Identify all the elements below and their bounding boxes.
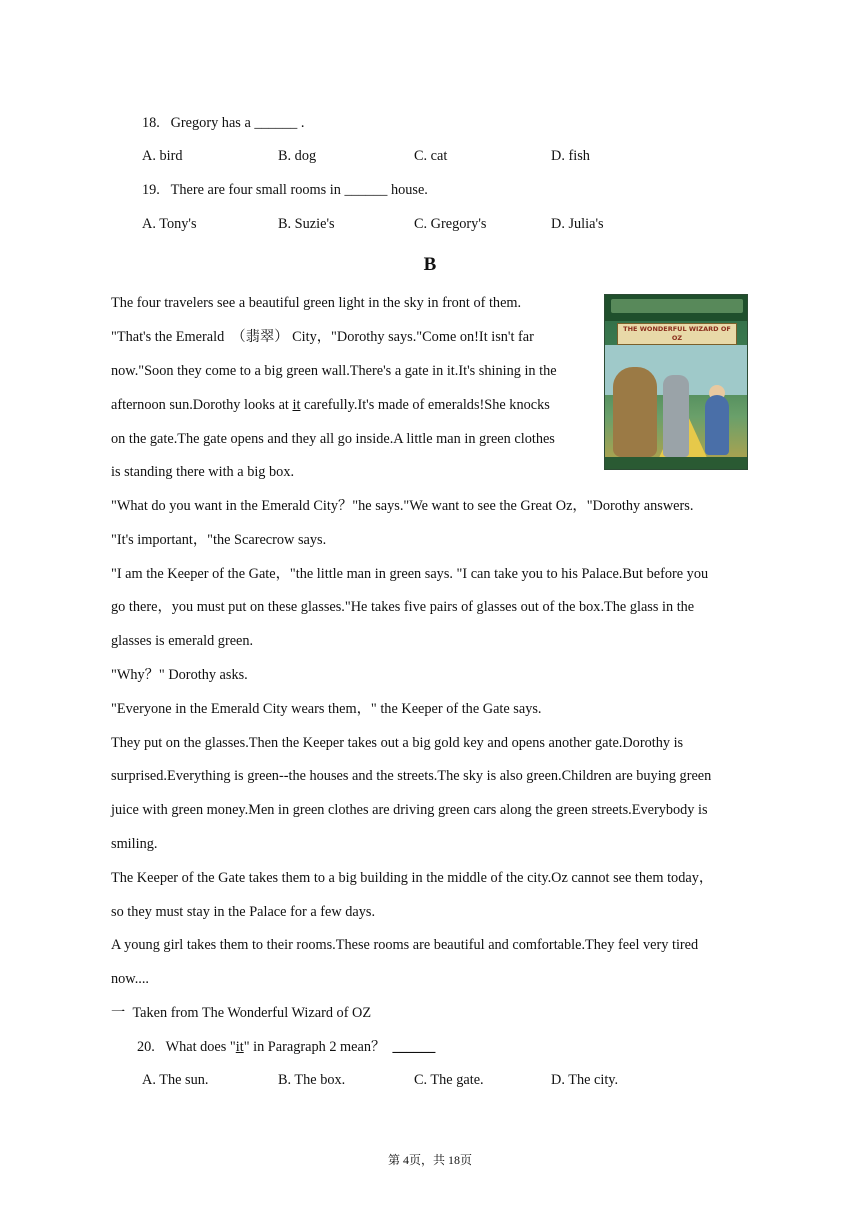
page-footer: 第 4页，共 18页 bbox=[387, 1153, 472, 1167]
passage-line: "What do you want in the Emerald City？"he says."We want to see the Great Oz，"Dorothy answers. bbox=[111, 498, 694, 514]
q18-option-d: D. fish bbox=[551, 148, 590, 164]
passage-line: now.... bbox=[111, 971, 149, 987]
book-cover-image bbox=[604, 294, 748, 470]
q19-option-d: D. Julia's bbox=[551, 216, 604, 232]
q18-option-a: A. bird bbox=[142, 148, 183, 164]
dorothy-figure bbox=[705, 395, 729, 455]
passage-line: "Why？" Dorothy asks. bbox=[111, 667, 248, 683]
q19-option-b: B. Suzie's bbox=[278, 216, 335, 232]
q19-option-a: A. Tony's bbox=[142, 216, 197, 232]
passage-line: The four travelers see a beautiful green light in the sky in front of them. bbox=[111, 295, 522, 311]
q20-option-c: C. The gate. bbox=[414, 1072, 484, 1088]
passage-line: is standing there with a big box. bbox=[111, 464, 295, 480]
passage-line: The Keeper of the Gate takes them to a big building in the middle of the city.Oz cannot see them today， bbox=[111, 870, 714, 886]
passage-line: now."Soon they come to a big green wall.There's a gate in it.It's shining in the bbox=[111, 363, 557, 379]
passage-line: smiling. bbox=[111, 836, 158, 852]
underlined-it: it bbox=[292, 397, 301, 413]
q18-option-b: B. dog bbox=[278, 148, 317, 164]
tin-man-figure bbox=[663, 375, 689, 457]
passage-line: They put on the glasses.Then the Keeper takes out a big gold key and opens another gate.Dorothy is bbox=[111, 735, 684, 751]
passage-line: "It's important，"the Scarecrow says. bbox=[111, 532, 327, 548]
passage-line: glasses is emerald green. bbox=[111, 633, 254, 649]
question-18-stem: 18. Gregory has a ______ . bbox=[142, 115, 305, 131]
section-heading: B bbox=[423, 254, 437, 275]
passage-line: go there，you must put on these glasses."He takes five pairs of glasses out of the box.The glass in the bbox=[111, 599, 695, 615]
passage-source: 一 Taken from The Wonderful Wizard of OZ bbox=[111, 1005, 372, 1021]
passage-line: afternoon sun.Dorothy looks at it carefully.It's made of emeralds!She knocks bbox=[111, 397, 550, 413]
q18-option-c: C. cat bbox=[414, 148, 448, 164]
passage-line: "I am the Keeper of the Gate，"the little man in green says. "I can take you to his Palace.But before you bbox=[111, 566, 709, 582]
lion-figure bbox=[613, 367, 657, 457]
passage-line: so they must stay in the Palace for a few days. bbox=[111, 904, 376, 920]
passage-line: surprised.Everything is green--the houses and the streets.The sky is also green.Children are buying green bbox=[111, 768, 712, 784]
passage-line: "Everyone in the Emerald City wears them，" the Keeper of the Gate says. bbox=[111, 701, 542, 717]
q20-option-a: A. The sun. bbox=[142, 1072, 209, 1088]
question-19-stem: 19. There are four small rooms in ______ house. bbox=[142, 182, 428, 198]
answer-blank: ______ bbox=[392, 1039, 436, 1055]
passage-line: A young girl takes them to their rooms.These rooms are beautiful and comfortable.They feel very tired bbox=[111, 937, 699, 953]
q20-option-b: B. The box. bbox=[278, 1072, 346, 1088]
q20-option-d: D. The city. bbox=[551, 1072, 619, 1088]
q19-option-c: C. Gregory's bbox=[414, 216, 487, 232]
question-20-stem: 20. What does "it" in Paragraph 2 mean？ ______ bbox=[137, 1039, 436, 1055]
passage-line: juice with green money.Men in green clothes are driving green cars along the green streets.Everybody is bbox=[111, 802, 708, 818]
passage-line: on the gate.The gate opens and they all go inside.A little man in green clothes bbox=[111, 431, 555, 447]
passage-line: "That's the Emerald （翡翠） City，"Dorothy says."Come on!It isn't far bbox=[111, 329, 534, 345]
book-cover-title: THE WONDERFUL WIZARD OF OZ bbox=[617, 323, 737, 345]
